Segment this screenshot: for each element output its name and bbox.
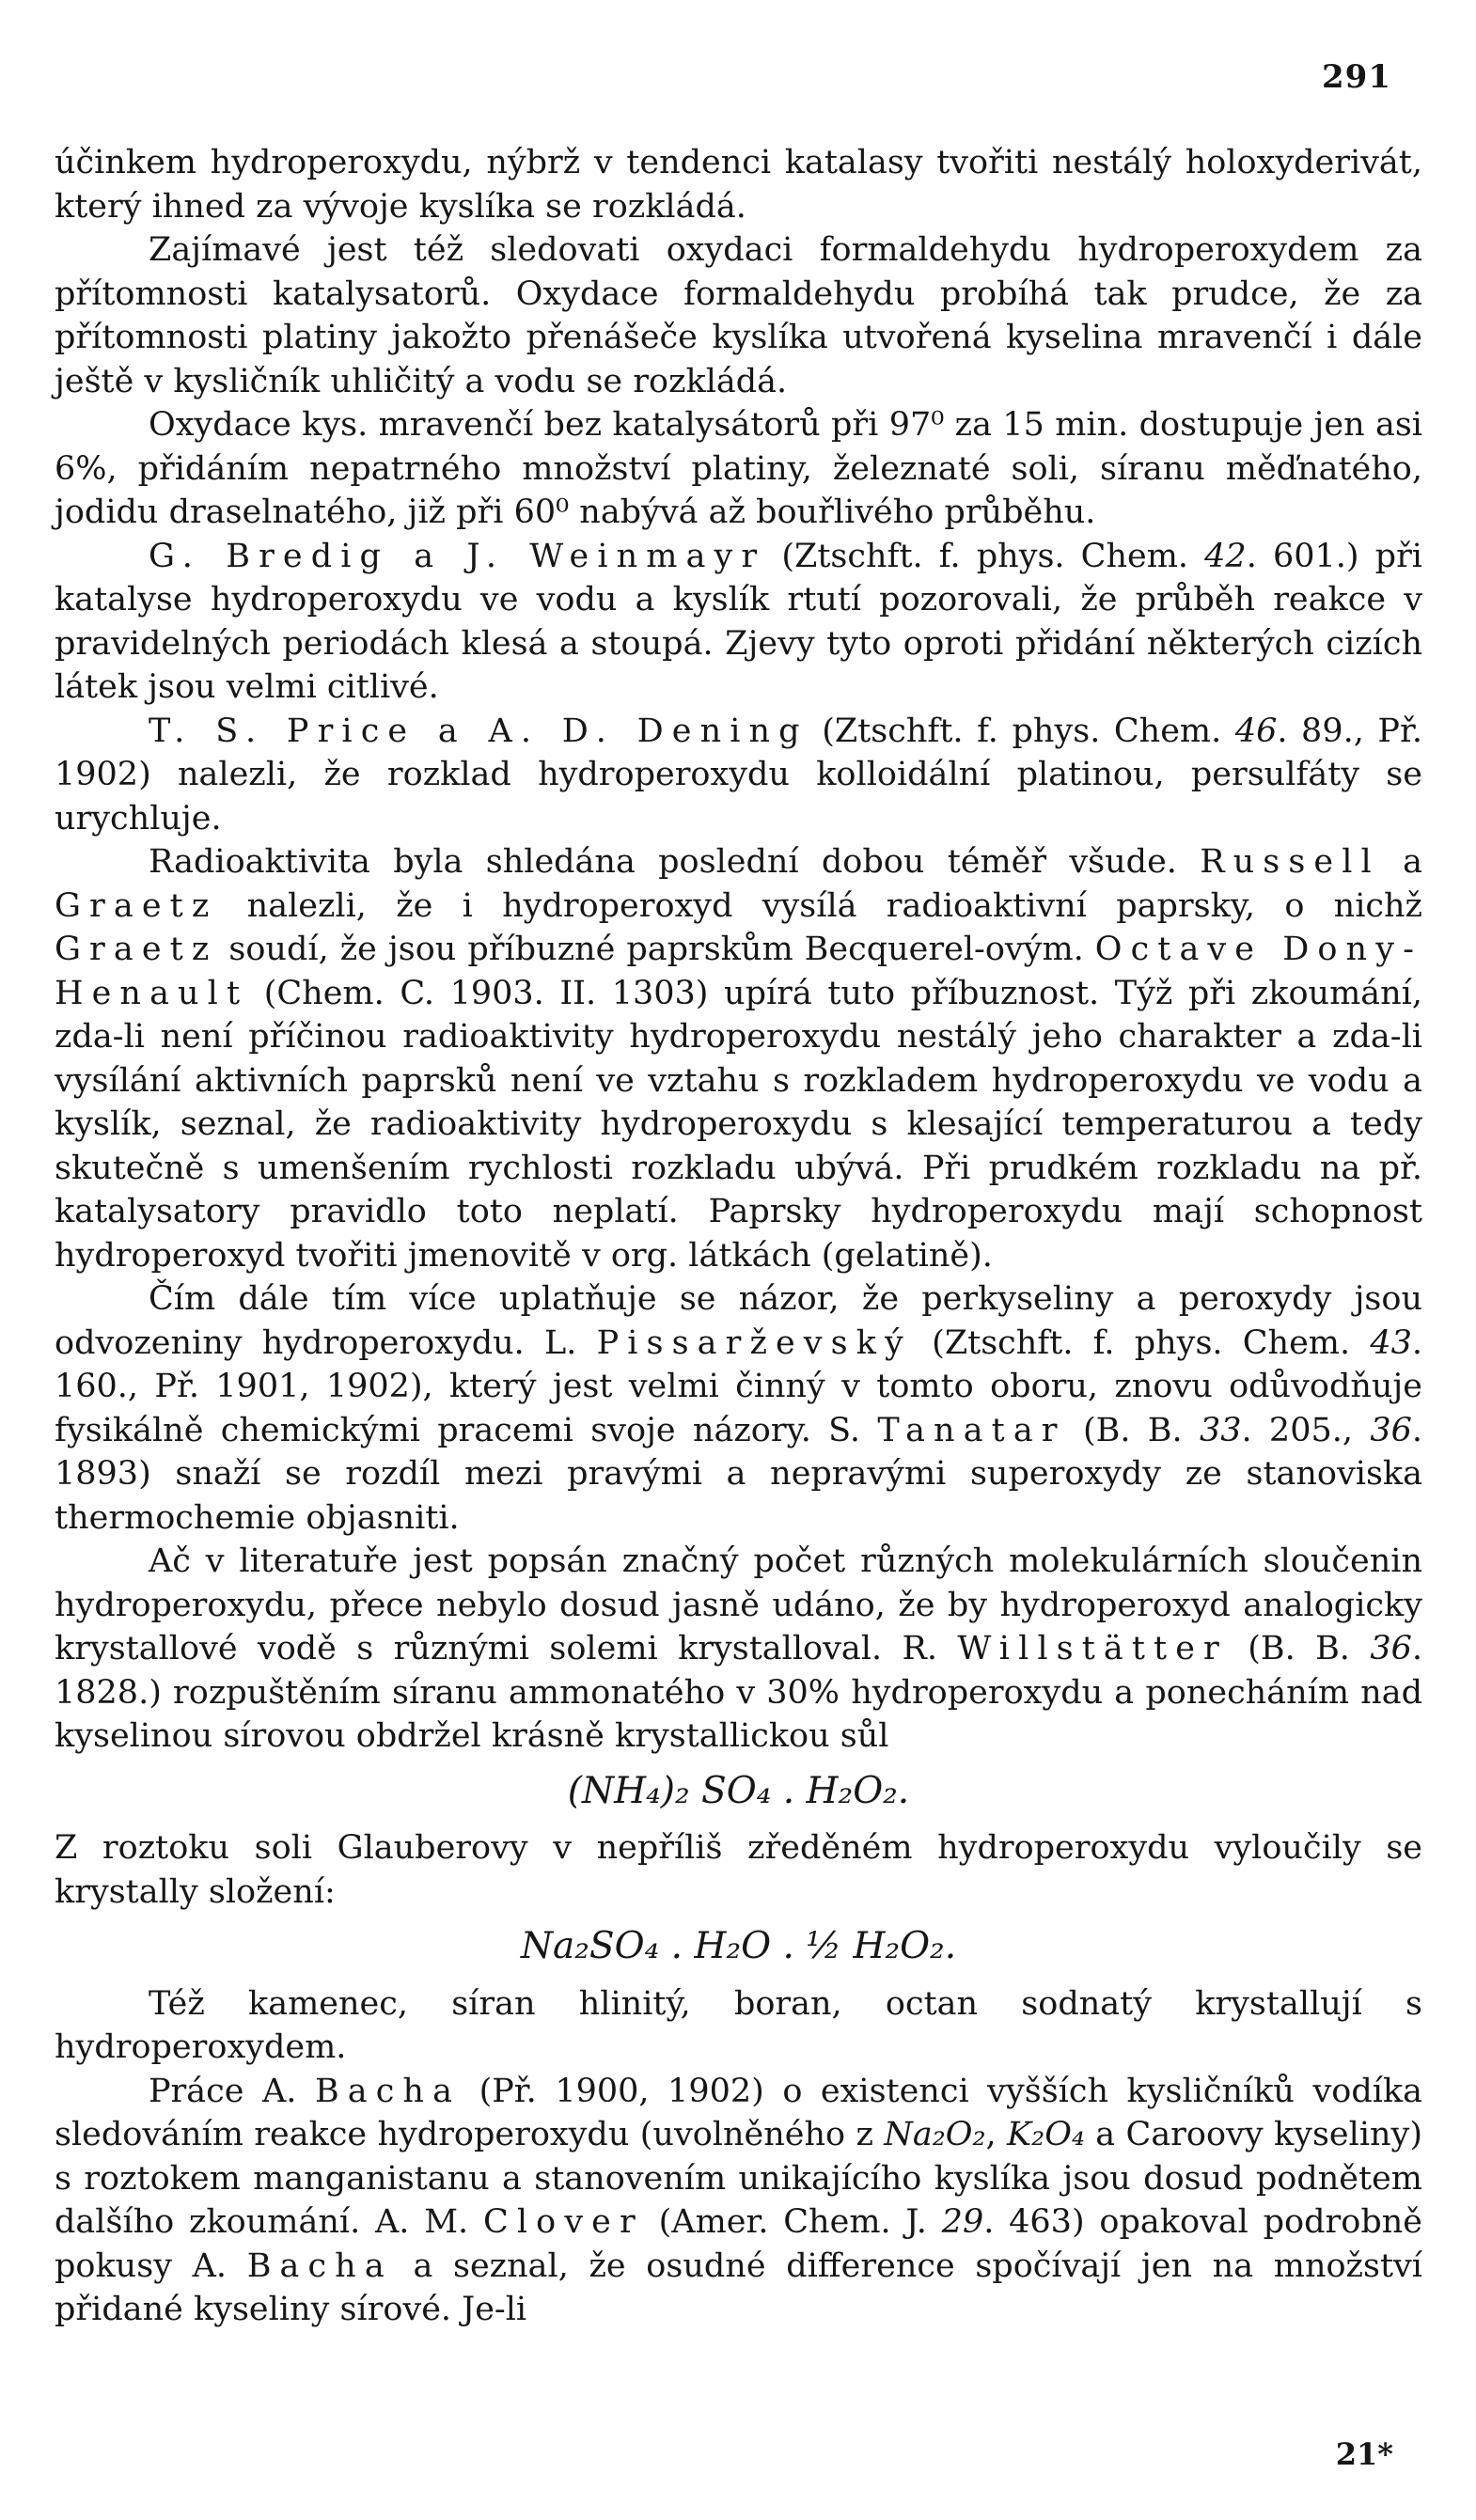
author-name: Bacha <box>314 2072 462 2110</box>
author-name: Pissarževský <box>596 1323 912 1362</box>
paragraph-text: soudí, že jsou příbuzné paprskům Becquerel-ovým. <box>217 931 1095 968</box>
paragraph-text: Radioaktivita byla shledána poslední dobou téměř všude. <box>149 843 1201 881</box>
author-name: Clover <box>482 2203 644 2241</box>
author-name: Willstätter <box>957 1630 1228 1667</box>
author-name: Graetz <box>55 931 218 968</box>
paragraph-4 <box>55 535 1422 710</box>
paragraph-text: a seznal, že osudné difference spočívají jen na množství přidané kyseliny sírové. Je-li <box>55 2246 1422 2328</box>
paragraph-10: Též kamenec, síran hlinitý, boran, octan sodnatý krystallují s hydroperoxydem. <box>55 1984 1422 2066</box>
paragraph-text: (Chem. C. 1903. II. 1303) upírá tuto příbuznost. Týž při zkoumání, zda-li není příčinou radioaktivity hydroperoxydu nestálý jeho charakter a zda-li vysílání aktivních paprsků není ve vztahu s rozkladem hydroperoxydu ve vodu a kyslík, seznal, že radioaktivity hydroperoxydu s klesající temperaturou a tedy skutečně s umenšením rychlosti rozkladu ubývá. Při prudkém rozkladu na př. katalysatory pravidlo toto neplatí. Paprsky hydroperoxydu mají schopnost hydroperoxyd tvořiti jmenovitě v org. látkách (gelatině). <box>55 974 1422 1275</box>
author-name: Bacha <box>246 2246 393 2285</box>
paragraph-text: . 463) opakoval podrobně pokusy A. <box>55 2203 1422 2285</box>
volume-number: 36 <box>1370 1630 1412 1667</box>
author-names: G. Bredig a J. Weinmayr <box>149 537 766 575</box>
volume-number: 42 <box>1204 537 1247 575</box>
page-number: 291 <box>1322 58 1391 96</box>
volume-number: 33 <box>1199 1411 1242 1449</box>
paragraph-9: Z roztoku soli Glauberovy v nepříliš zředěném hydroperoxydu vyloučily se krystally složení: <box>55 1829 1422 1911</box>
volume-number: 43 <box>1370 1323 1412 1362</box>
paragraph-text: . 1828.) rozpuštěním síranu ammonatého v 30% hydroperoxydu a ponecháním nad kyselinou sírovou obdržel krásně krystallickou sůl <box>55 1630 1422 1755</box>
body-text <box>55 141 1422 2332</box>
author-names: T. S. Price a A. D. Dening <box>149 712 809 750</box>
paragraph-text: (Př. 1900, 1902) o existenci vyšších kysličníků vodíka sledováním reakce hydroperoxydu (uvolněného z <box>55 2072 1422 2153</box>
paragraph-text: (Amer. Chem. J. <box>643 2203 942 2241</box>
reference-text: (Ztschft. f. phys. Chem. <box>808 712 1235 750</box>
paragraph-1: účinkem hydroperoxydu, nýbrž v tendenci katalasy tvořiti nestálý holoxyderivát, který ihned za vývoje kyslíka se rozkládá. <box>55 144 1422 226</box>
paragraph-3: Oxydace kys. mravenčí bez katalysátorů při 97⁰ za 15 min. dostupuje jen asi 6%, přidáním nepatrného množství platiny, železnaté soli, síranu měďnatého, jodidu draselnatého, již při 60⁰ nabývá až bouřlivého průběhu. <box>55 406 1422 531</box>
paragraph-2: Zajímavé jest též sledovati oxydaci formaldehydu hydroperoxydem za přítomnosti katalysatorů. Oxydace formaldehydu probíhá tak prudce, že za přítomnosti platiny jakožto přenášeče kyslíka utvořená kyselina mravenčí i dále ještě v kysličník uhličitý a vodu se rozkládá. <box>55 231 1422 400</box>
author-name: Tanatar <box>877 1411 1066 1449</box>
reference-text: (Ztschft. f. phys. Chem. <box>765 537 1205 575</box>
paragraph-8 <box>55 1540 1422 1759</box>
paragraph-text: Čím dále tím více uplatňuje se názor, že perkyseliny a peroxydy jsou odvozeniny hydroperoxydu. L. <box>55 1280 1422 1362</box>
chemical-formula-2: Na₂SO₄ . H₂O . ½ H₂O₂. <box>520 1925 957 1967</box>
signature-mark: 21* <box>1335 2436 1393 2472</box>
volume-number: 29 <box>941 2203 984 2241</box>
paragraph-text: (Ztschft. f. phys. Chem. <box>911 1323 1371 1362</box>
author-name: Octave Dony-Henault <box>55 931 1422 1012</box>
paragraph-text: nalezli, že i hydroperoxyd vysílá radioaktivní paprsky, o nichž <box>217 886 1422 925</box>
paragraph-text: . 89., Př. 1902) nalezli, že rozklad hydroperoxydu kolloidální platinou, persulfáty se urychluje. <box>55 712 1422 837</box>
paragraph-text: . 160., Př. 1901, 1902), který jest velmi činný v tomto oboru, znovu odůvodňuje fysikálně chemickými pracemi svoje názory. S. <box>55 1323 1423 1449</box>
paragraph-text: . 1893) snaží se rozdíl mezi pravými a nepravými superoxydy ze stanoviska thermochemie objasniti. <box>55 1411 1422 1537</box>
paragraph-text: a Caroovy kyseliny) s roztokem manganistanu a stanovením unikajícího kyslíka jsou dosud podnětem dalšího zkoumání. A. M. <box>55 2116 1422 2241</box>
author-name: Graetz <box>55 886 218 925</box>
paragraph-text: (B. B. <box>1227 1630 1371 1667</box>
paragraph-text: , <box>985 2116 1008 2153</box>
paragraph-text: . 205., <box>1241 1411 1371 1449</box>
volume-number: 36 <box>1370 1411 1412 1449</box>
author-name: Russell <box>1200 843 1380 881</box>
paragraph-text: (B. B. <box>1065 1411 1200 1449</box>
paragraph-5 <box>55 710 1422 841</box>
paragraph-text: a <box>1379 843 1422 881</box>
paragraph-7 <box>55 1277 1422 1540</box>
volume-number: 46 <box>1234 712 1278 750</box>
paragraph-6 <box>55 840 1422 1277</box>
inline-formula: K₂O₄ <box>1007 2116 1085 2153</box>
paragraph-text: Ač v literatuře jest popsán značný počet různých molekulárních sloučenin hydroperoxydu, přece nebylo dosud jasně udáno, že by hydroperoxyd analogicky krystallové vodě s různými solemi krystalloval. R. <box>55 1542 1422 1667</box>
paragraph-11 <box>55 2070 1422 2332</box>
paragraph-text: . 601.) při katalyse hydroperoxydu ve vodu a kyslík rtutí pozorovali, že průběh reakce v pravidelných periodách klesá a stoupá. Zjevy tyto oproti přidání některých cizích látek jsou velmi citlivé. <box>55 537 1422 706</box>
chemical-formula-1: (NH₄)₂ SO₄ . H₂O₂. <box>567 1769 910 1812</box>
inline-formula: Na₂O₂ <box>884 2116 986 2153</box>
paragraph-text: Práce A. <box>149 2072 315 2110</box>
